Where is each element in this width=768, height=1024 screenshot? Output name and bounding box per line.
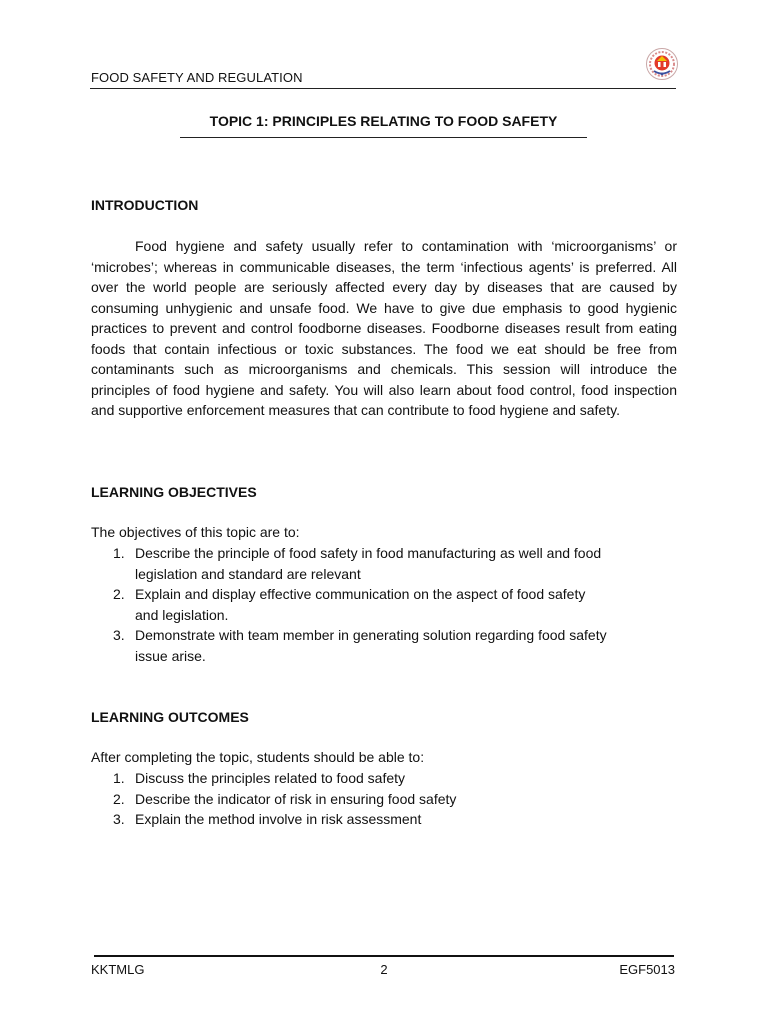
list-number: 1. <box>113 545 125 561</box>
list-number: 2. <box>113 790 125 807</box>
list-item <box>91 768 677 789</box>
list-text: Demonstrate with team member in generating solution regarding food safety issue arise. <box>135 627 607 664</box>
objectives-lead: The objectives of this topic are to: <box>91 524 300 540</box>
footer-divider <box>94 955 674 957</box>
topic-title: TOPIC 1: PRINCIPLES RELATING TO FOOD SAFETY <box>209 113 558 129</box>
list-item <box>91 809 677 830</box>
introduction-heading: INTRODUCTION <box>91 197 199 213</box>
running-header: FOOD SAFETY AND REGULATION <box>91 70 303 85</box>
outcomes-lead: After completing the topic, students should be able to: <box>91 749 425 765</box>
list-number: 1. <box>113 770 125 786</box>
list-number: 3. <box>113 811 125 827</box>
footer-course-code: EGF5013 <box>619 962 675 977</box>
footer-institution-code: KKTMLG <box>91 962 145 977</box>
title-underline <box>180 137 587 138</box>
list-text: Discuss the principles related to food safety <box>135 770 406 786</box>
introduction-paragraph: Food hygiene and safety usually refer to contamination with ‘microorganisms’ or ‘microbes’; whereas in communicable diseases, the term ‘infectious agents’ is preferred. All over the world people are seriously affected every day by diseases that are caused by consuming unhygienic and unsafe food. We have to give due emphasis to good hygienic practices to prevent and control foodborne diseases. Foodborne diseases result from eating foods that contain infectious or toxic substances. The food we eat should be free from contaminants such as microorganisms and chemicals. This session will introduce the principles of food hygiene and safety. You will also learn about food control, food inspection and supportive enforcement measures that can contribute to food hygiene and safety. <box>91 238 677 418</box>
objectives-list <box>91 543 677 666</box>
list-item <box>91 625 677 666</box>
institution-seal-icon <box>645 47 679 81</box>
list-item <box>91 543 677 584</box>
list-text: Describe the indicator of risk in ensuring food safety <box>135 790 457 807</box>
list-text: Explain and display effective communication on the aspect of food safety and legislation. <box>135 586 586 623</box>
learning-outcomes-heading: LEARNING OUTCOMES <box>91 709 249 725</box>
list-item <box>91 789 677 810</box>
learning-objectives-heading: LEARNING OBJECTIVES <box>91 484 257 500</box>
outcomes-list <box>91 768 677 830</box>
page-number: 2 <box>380 962 388 977</box>
header-divider <box>90 88 676 89</box>
list-item <box>91 584 677 625</box>
list-text: Explain the method involve in risk assessment <box>135 811 422 827</box>
list-text: Describe the principle of food safety in food manufacturing as well and food legislation and standard are relevant <box>135 545 602 582</box>
list-number: 3. <box>113 627 125 643</box>
list-number: 2. <box>113 586 125 602</box>
